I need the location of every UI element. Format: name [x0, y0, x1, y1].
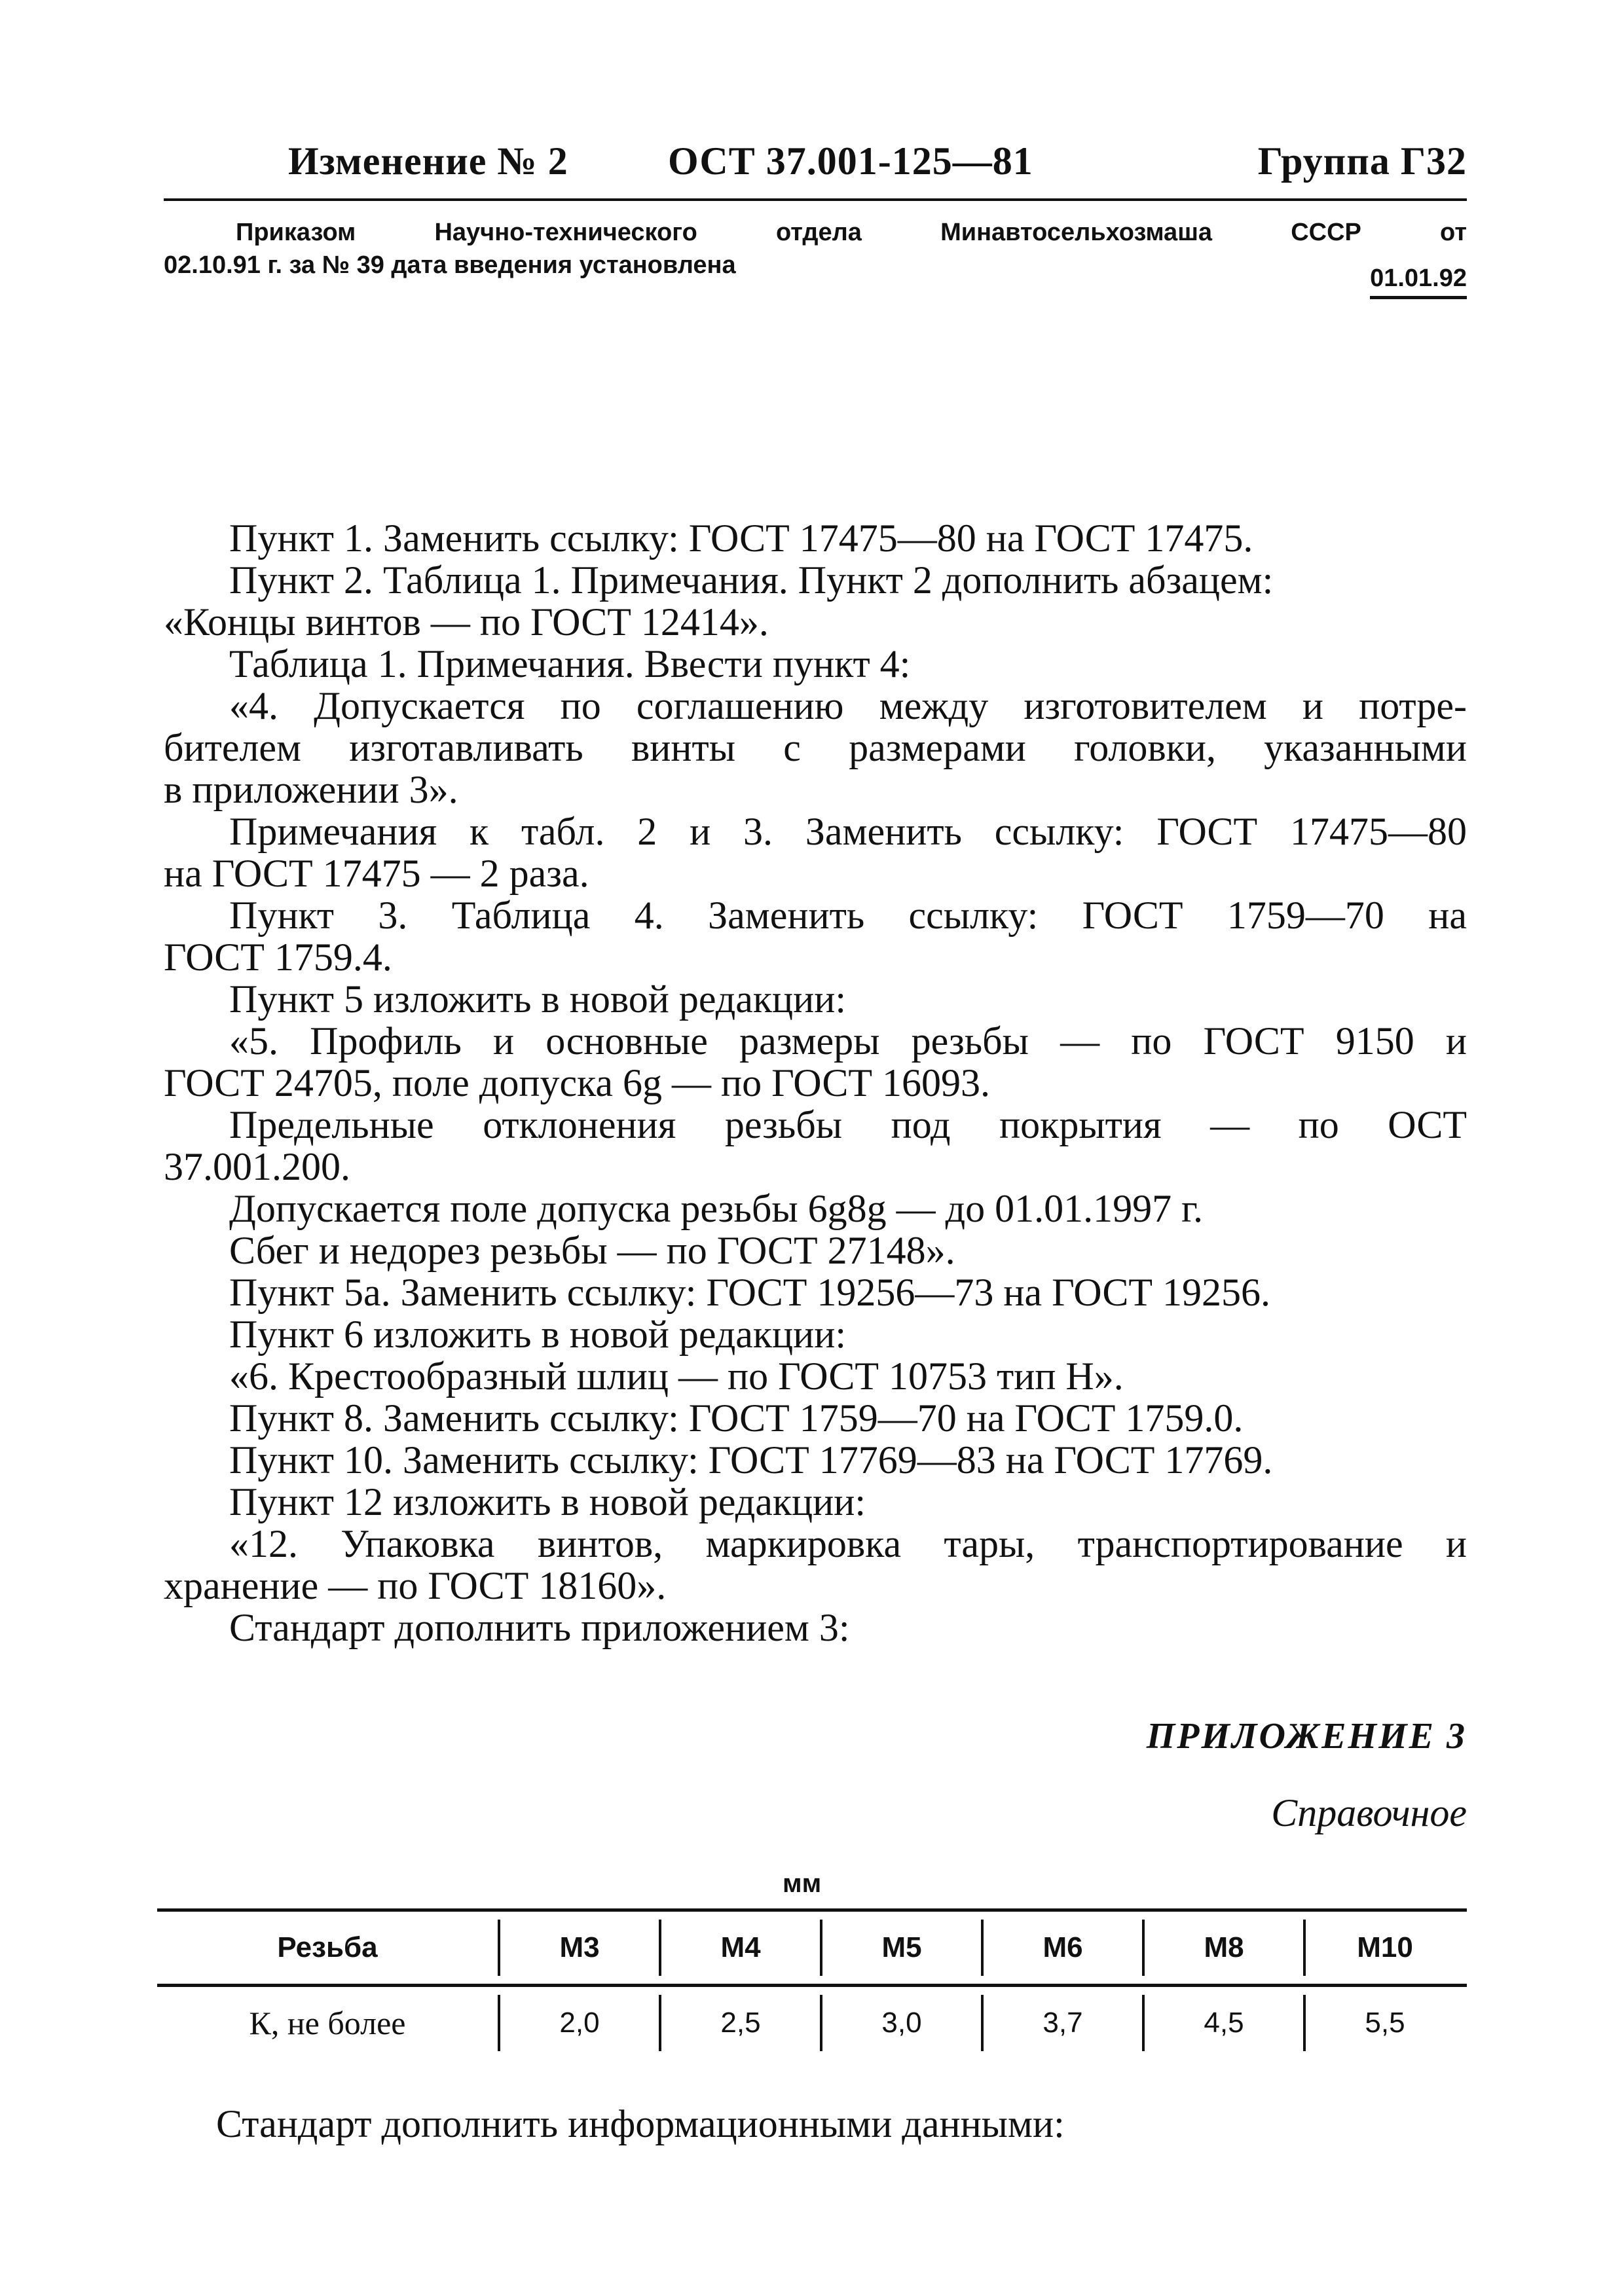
text-line: «6. Крестообразный шлиц — по ГОСТ 10753 тип Н».: [229, 1355, 1124, 1398]
order-word: Приказом: [236, 219, 356, 246]
text-line: Сбег и недорез резьбы — по ГОСТ 27148».: [229, 1229, 955, 1272]
appendix-subtitle: Справочное: [1271, 1791, 1467, 1834]
document-header: [164, 139, 1467, 191]
row-label: К, не более: [249, 2005, 406, 2041]
text-line: «4. Допускается по соглашению между изготовителем и потре-: [229, 684, 1467, 727]
thread-table: [157, 1908, 1467, 2059]
table-unit: мм: [783, 1869, 822, 1898]
text-line: Стандарт дополнить приложением 3:: [229, 1606, 850, 1649]
text-line: 37.001.200.: [164, 1145, 350, 1188]
text-line: бителем изготавливать винты с размерами головки, указанными: [164, 726, 1467, 769]
text-line: Пункт 5 изложить в новой редакции:: [229, 977, 847, 1021]
change-number: Изменение № 2: [288, 139, 568, 183]
table-cell: 4,5: [1142, 1995, 1303, 2051]
order-word: от: [1440, 219, 1467, 246]
text-line: Пункт 5а. Заменить ссылку: ГОСТ 19256—73 на ГОСТ 19256.: [229, 1271, 1271, 1314]
text-line: Пункт 12 изложить в новой редакции:: [229, 1480, 866, 1523]
order-word: Минавтосельхозмаша: [940, 219, 1213, 246]
text-line: Пункт 8. Заменить ссылку: ГОСТ 1759—70 на ГОСТ 1759.0.: [229, 1396, 1244, 1440]
header-divider: [164, 198, 1467, 201]
order-word: отдела: [775, 219, 862, 246]
column-header: М6: [981, 1920, 1142, 1976]
column-header: М8: [1142, 1920, 1303, 1976]
text-line: Таблица 1. Примечания. Ввести пункт 4:: [229, 642, 911, 685]
column-header: М4: [659, 1920, 820, 1976]
column-header: М10: [1303, 1920, 1464, 1976]
text-line: Примечания к табл. 2 и 3. Заменить ссылку: ГОСТ 17475—80: [229, 810, 1467, 853]
order-line-2: [164, 249, 1467, 292]
text-line: Предельные отклонения резьбы под покрытия — по ОСТ: [229, 1103, 1467, 1146]
text-line: ГОСТ 1759.4.: [164, 936, 392, 979]
table-cell: 3,7: [981, 1995, 1142, 2051]
standard-number: ОСТ 37.001-125—81: [668, 139, 1033, 183]
order-line-1: [164, 216, 1467, 249]
table-cell: 3,0: [820, 1995, 981, 2051]
column-header: М5: [820, 1920, 981, 1976]
text-line: Пункт 1. Заменить ссылку: ГОСТ 17475—80 на ГОСТ 17475.: [229, 517, 1253, 560]
text-line: «5. Профиль и основные размеры резьбы — по ГОСТ 9150 и: [229, 1019, 1467, 1063]
closing-line: Стандарт дополнить информационными данными:: [216, 2102, 1065, 2145]
header-label: Резьба: [277, 1931, 378, 1963]
text-line: на ГОСТ 17475 — 2 раза.: [164, 852, 589, 895]
table-cell: 2,5: [659, 1995, 820, 2051]
text-line: «12. Упаковка винтов, маркировка тары, транспортирование и: [229, 1522, 1467, 1565]
text-line: «Концы винтов — по ГОСТ 12414».: [164, 600, 769, 644]
order-word: Научно-технического: [434, 219, 697, 246]
group-code: Группа Г32: [1257, 139, 1467, 183]
text-line: хранение — по ГОСТ 18160».: [164, 1564, 667, 1607]
column-header: М3: [498, 1920, 659, 1976]
text-line: Допускается поле допуска резьбы 6g8g — до 01.01.1997 г.: [229, 1187, 1204, 1230]
order-statement: [164, 216, 1467, 292]
text-line: ГОСТ 24705, поле допуска 6g — по ГОСТ 16093.: [164, 1061, 990, 1104]
table-row: [157, 1987, 1467, 2059]
table-cell: 5,5: [1303, 1995, 1464, 2051]
text-line: Пункт 3. Таблица 4. Заменить ссылку: ГОСТ 1759—70 на: [229, 894, 1467, 937]
order-line-2-text: 02.10.91 г. за № 39 дата введения установлена: [164, 251, 736, 279]
table-header-row: [157, 1912, 1467, 1984]
appendix-title: ПРИЛОЖЕНИЕ 3: [1146, 1716, 1467, 1757]
effective-date: 01.01.92: [1370, 262, 1467, 299]
table-cell: 2,0: [498, 1995, 659, 2051]
order-word: СССР: [1291, 219, 1361, 246]
amendment-text: [164, 517, 1467, 1649]
text-line: Пункт 2. Таблица 1. Примечания. Пункт 2 дополнить абзацем:: [229, 558, 1274, 602]
text-line: Пункт 10. Заменить ссылку: ГОСТ 17769—83 на ГОСТ 17769.: [229, 1438, 1273, 1482]
text-line: в приложении 3».: [164, 768, 458, 811]
text-line: Пункт 6 изложить в новой редакции:: [229, 1313, 847, 1356]
